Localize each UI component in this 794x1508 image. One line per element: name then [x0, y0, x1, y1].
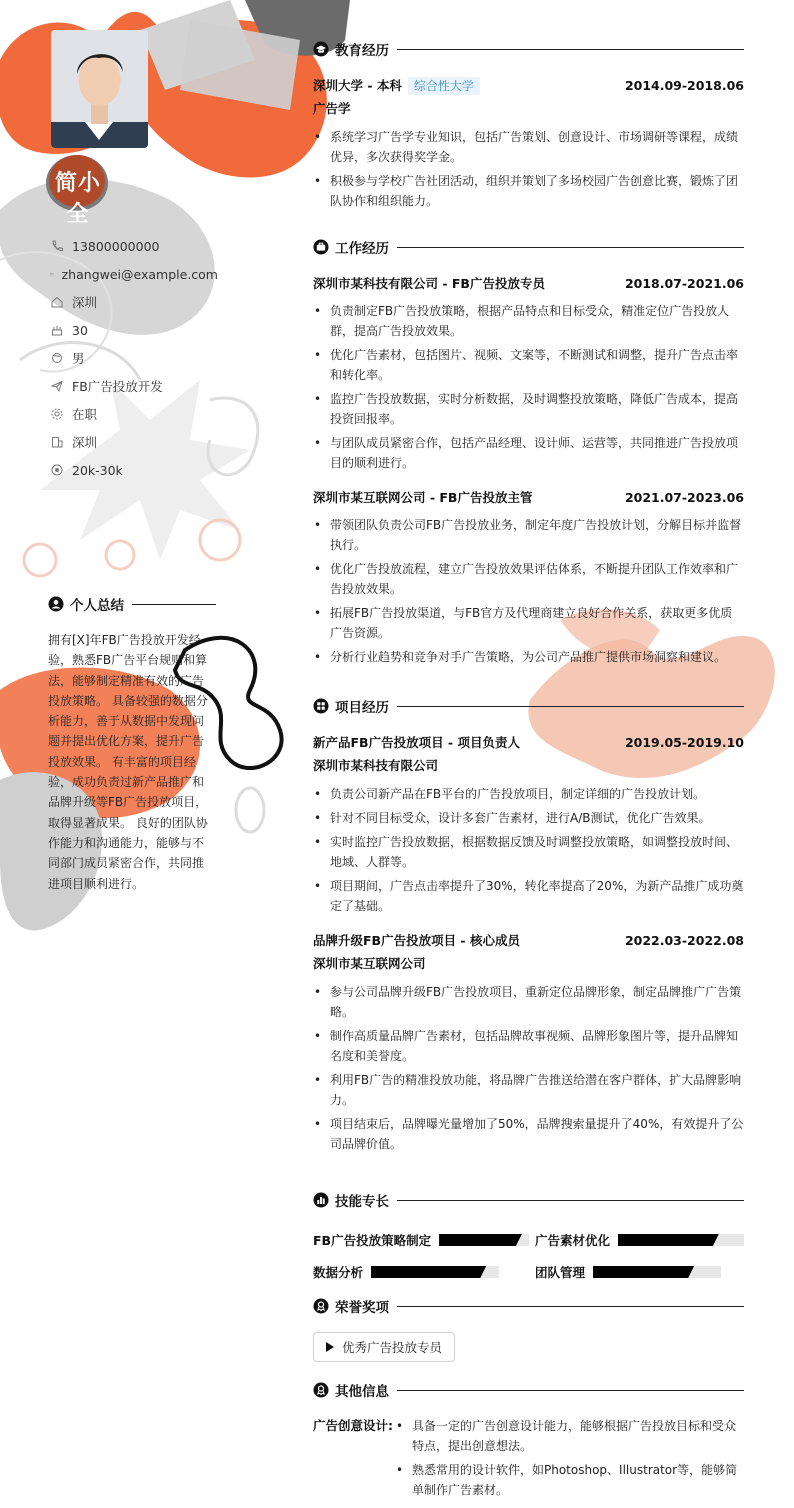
skills-divider: [397, 1200, 744, 1201]
list-item: • 制作高质量品牌广告素材，包括品牌故事视频、品牌形象图片等，提升品牌知名度和美誉度。: [313, 1026, 744, 1066]
skill-bar: [439, 1234, 529, 1246]
other-header: [313, 1380, 744, 1400]
list-item: • 项目结束后，品牌曝光量增加了50%，品牌搜索量提升了40%，有效提升了公司品牌价值。: [313, 1114, 744, 1154]
award-label: 优秀广告投放专员: [342, 1340, 443, 1355]
ring-3: [200, 520, 240, 560]
list-item: • 拓展FB广告投放渠道，与FB官方及代理商建立良好合作关系，获取更多优质广告资源。: [313, 603, 744, 643]
briefcase-icon: [313, 239, 329, 255]
job-bullets: [313, 301, 744, 473]
education-date: 2014.09-2018.06: [624, 77, 744, 93]
list-item: • 负责公司新产品在FB平台的广告投放项目，制定详细的广告投放计划。: [313, 784, 744, 804]
contact-list: [48, 232, 218, 484]
list-item: • 与团队成员紧密合作，包括产品经理、设计师、运营等，共同推进广告投放项目的顺利进行。: [313, 433, 744, 473]
skill-name: FB广告投放策略制定: [313, 1233, 432, 1248]
list-item: • 监控广告投放数据，实时分析数据，及时调整投放策略，降低广告成本，提高投资回报率。: [313, 389, 744, 429]
projects-divider: [397, 706, 744, 707]
email-value: zhangwei@example.com: [61, 266, 218, 282]
award-badge: [313, 1332, 455, 1362]
skill-name: 广告素材优化: [535, 1233, 611, 1248]
list-item: • 利用FB广告的精准投放功能，将品牌广告推送给潜在客户群体，扩大品牌影响力。: [313, 1070, 744, 1110]
gender-icon: [50, 351, 64, 365]
graduation-cap-icon: [313, 41, 329, 57]
honors-header: [313, 1296, 744, 1316]
age-value: 30: [72, 322, 88, 338]
project-row: [313, 930, 744, 950]
contact-position: [48, 372, 218, 400]
project-date: 2022.03-2022.08: [624, 932, 744, 948]
play-icon: [326, 1342, 334, 1352]
job-date: 2018.07-2021.06: [624, 275, 744, 291]
list-item: • 具备一定的广告创意设计能力，能够根据广告投放目标和受众特点，提出创意想法。: [395, 1416, 744, 1456]
honors-section: [313, 1296, 744, 1362]
project-bullets: [313, 982, 744, 1154]
ring-4: [236, 788, 264, 832]
school-block: [313, 76, 480, 95]
avatar-illustration: [51, 30, 148, 148]
phone-value: 13800000000: [72, 238, 160, 254]
summary-text: 拥有[X]年FB广告投放开发经验，熟悉FB广告平台规则和算法，能够制定精准有效的广告投放策略。 具备较强的数据分析能力，善于从数据中发现问题并提出优化方案，提升广告投放效果。 有丰富的项目经验，成功负责过新产品推广和品牌升级等FB广告投放项目，取得显著成果。 良好的团队协作能力和沟通能力，能够与不同部门成员紧密合作，共同推进项目顺利进行。: [48, 633, 208, 891]
projects-section: [313, 696, 744, 1154]
list-item: • 系统学习广告学专业知识，包括广告策划、创意设计、市场调研等课程，成绩优异，多次获得奖学金。: [313, 127, 744, 167]
project-bullets: [313, 784, 744, 916]
position-value: FB广告投放开发: [72, 379, 163, 394]
award-icon: [313, 1382, 329, 1398]
award-icon: [313, 1298, 329, 1314]
ring-2: [106, 541, 134, 569]
contact-city: [48, 288, 218, 316]
profile-photo: [51, 30, 148, 148]
projects-header: [313, 696, 744, 716]
contact-phone: [48, 232, 218, 260]
list-item: • 熟悉常用的设计软件，如Photoshop、Illustrator等，能够简单制作广告素材。: [395, 1460, 744, 1500]
project-heading: 品牌升级FB广告投放项目 - 核心成员: [313, 933, 520, 948]
skill-bar: [618, 1234, 744, 1246]
status-value: 在职: [72, 407, 98, 422]
school-tag: 综合性大学: [408, 77, 480, 95]
skill-bar: [371, 1266, 499, 1278]
job-date: 2021.07-2023.06: [624, 489, 744, 505]
skill-bar-fill: [439, 1234, 522, 1246]
honors-title: 荣誉奖项: [335, 1300, 389, 1316]
skill-name: 数据分析: [313, 1265, 364, 1280]
list-item: • 优化广告投放流程，建立广告投放效果评估体系，不断提升团队工作效率和广告投放效果。: [313, 559, 744, 599]
other-label: 广告创意设计:: [313, 1418, 393, 1433]
education-divider: [397, 49, 744, 50]
project-date: 2019.05-2019.10: [624, 734, 744, 750]
list-item: • 分析行业趋势和竞争对手广告策略，为公司产品推广提供市场洞察和建议。: [313, 647, 744, 667]
list-item: • 负责制定FB广告投放策略，根据产品特点和目标受众，精准定位广告投放人群，提高广告投放效果。: [313, 301, 744, 341]
school-name: 深圳大学 - 本科: [313, 77, 402, 93]
skill-name: 团队管理: [535, 1265, 586, 1280]
project-row: [313, 732, 744, 752]
skill-item: [535, 1224, 744, 1256]
list-item: • 优化广告素材，包括图片、视频、文案等，不断测试和调整，提升广告点击率和转化率。: [313, 345, 744, 385]
education-header: [313, 39, 744, 59]
list-item: • 实时监控广告投放数据，根据数据反馈及时调整投放策略，如调整投放时间、地域、人群等。: [313, 832, 744, 872]
work-city-value: 深圳: [72, 435, 98, 450]
summary-title: 个人总结: [70, 598, 124, 614]
contact-gender: [48, 344, 218, 372]
job-heading: 深圳市某互联网公司 - FB广告投放主管: [313, 490, 533, 505]
job-row: [313, 487, 744, 507]
work-section: [313, 237, 744, 667]
skill-bar-fill: [593, 1266, 694, 1278]
education-section: [313, 39, 744, 211]
salary-value: 20k-30k: [72, 462, 123, 478]
skill-item: [535, 1256, 744, 1288]
list-item: • 针对不同目标受众，设计多套广告素材，进行A/B测试，优化广告效果。: [313, 808, 744, 828]
projects-title: 项目经历: [335, 700, 389, 716]
skill-bar-fill: [371, 1266, 486, 1278]
gender-value: 男: [72, 351, 85, 366]
skill-item: [313, 1256, 535, 1288]
list-item: • 参与公司品牌升级FB广告投放项目，重新定位品牌形象，制定品牌推广广告策略。: [313, 982, 744, 1022]
list-item: • 积极参与学校广告社团活动，组织并策划了多场校园广告创意比赛，锻炼了团队协作和组织能力。: [313, 171, 744, 211]
contact-salary: [48, 456, 218, 484]
list-item: • 项目期间，广告点击率提升了30%，转化率提高了20%，为新产品推广成功奠定了基础。: [313, 876, 744, 916]
contact-age: [48, 316, 218, 344]
mail-icon: [50, 267, 54, 281]
other-row: [313, 1416, 744, 1500]
salary-icon: [50, 463, 64, 477]
city-value: 深圳: [72, 295, 98, 310]
job-bullets: [313, 515, 744, 667]
contact-email: [48, 260, 218, 288]
work-header: [313, 237, 744, 257]
person-icon: [48, 596, 64, 612]
education-row: [313, 75, 744, 95]
education-bullets: [313, 127, 744, 211]
summary-section: [48, 594, 216, 894]
honors-divider: [397, 1306, 744, 1307]
ring-1: [24, 544, 56, 576]
cake-icon: [50, 323, 64, 337]
bar-chart-icon: [313, 1192, 329, 1208]
skills-title: 技能专长: [335, 1194, 389, 1210]
contact-status: [48, 400, 218, 428]
skill-bar: [593, 1266, 721, 1278]
education-major: 广告学: [313, 101, 351, 116]
other-section: [313, 1380, 744, 1500]
project-heading: 新产品FB广告投放项目 - 项目负责人: [313, 735, 520, 750]
summary-header: [48, 594, 216, 614]
job-heading: 深圳市某科技有限公司 - FB广告投放专员: [313, 276, 545, 291]
phone-icon: [50, 239, 64, 253]
skill-item: [313, 1224, 535, 1256]
building-icon: [50, 435, 64, 449]
other-title: 其他信息: [335, 1384, 389, 1400]
work-title: 工作经历: [335, 241, 389, 257]
skills-section: [313, 1190, 744, 1288]
work-divider: [397, 247, 744, 248]
other-divider: [397, 1390, 744, 1391]
skills-grid: [313, 1224, 744, 1288]
education-title: 教育经历: [335, 43, 389, 59]
status-icon: [50, 407, 64, 421]
contact-work-city: [48, 428, 218, 456]
home-icon: [50, 295, 64, 309]
skill-bar-fill: [618, 1234, 719, 1246]
project-company: 深圳市某互联网公司: [313, 956, 426, 971]
list-item: • 带领团队负责公司FB广告投放业务，制定年度广告投放计划，分解目标并监督执行。: [313, 515, 744, 555]
grid-icon: [313, 698, 329, 714]
skills-header: [313, 1190, 744, 1210]
profile-name: 简小全: [54, 171, 101, 227]
other-bullets: [395, 1416, 744, 1500]
project-company: 深圳市某科技有限公司: [313, 758, 439, 773]
send-icon: [50, 379, 64, 393]
summary-divider: [132, 604, 216, 605]
job-row: [313, 273, 744, 293]
